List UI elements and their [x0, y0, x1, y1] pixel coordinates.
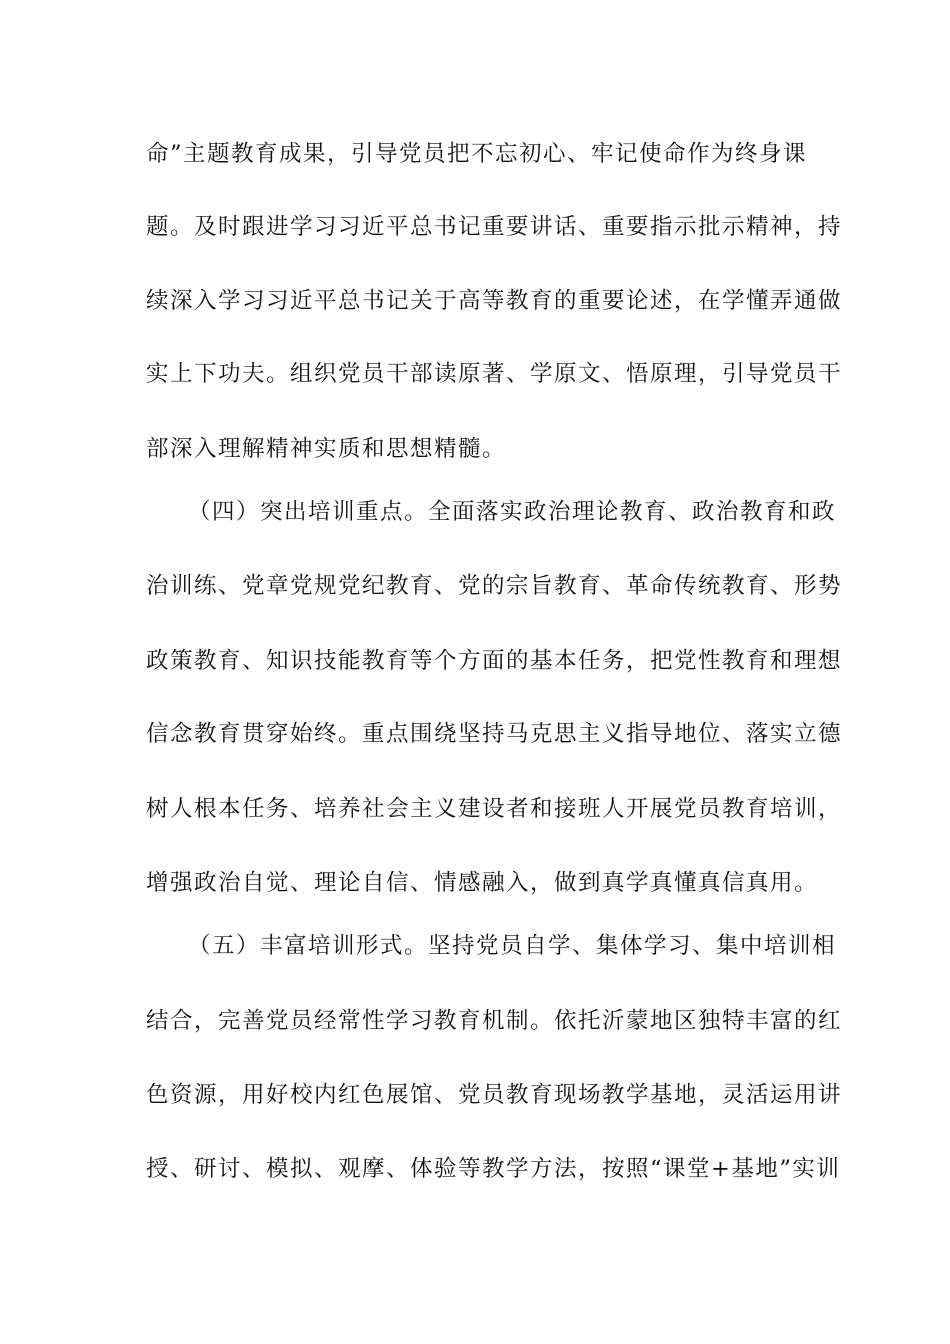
paragraph-line: 树人根本任务、培养社会主义建设者和接班人开展党员教育培训， — [146, 796, 843, 822]
section-heading-line: （四）突出培训重点。全面落实政治理论教育、政治教育和政 — [188, 499, 837, 525]
section-heading-line: （五）丰富培训形式。坚持党员自学、集体学习、集中培训相 — [188, 933, 837, 959]
paragraph-line: 部深入理解精神实质和思想精髓。 — [146, 436, 507, 462]
paragraph-line: 命”主题教育成果，引导党员把不忘初心、牢记使命作为终身课 — [146, 141, 808, 167]
paragraph-line: 授、研讨、模拟、观摩、体验等教学方法，按照“课堂+基地”实训 — [146, 1156, 841, 1182]
paragraph-line: 治训练、党章党规党纪教育、党的宗旨教育、革命传统教育、形势 — [146, 573, 843, 599]
paragraph-line: 信念教育贯穿始终。重点围绕坚持马克思主义指导地位、落实立德 — [146, 721, 843, 747]
paragraph-line: 续深入学习习近平总书记关于高等教育的重要论述，在学懂弄通做 — [146, 288, 843, 314]
paragraph-line: 题。及时跟进学习习近平总书记重要讲话、重要指示批示精神，持 — [146, 214, 843, 240]
paragraph-line: 政策教育、知识技能教育等个方面的基本任务，把党性教育和理想 — [146, 648, 843, 674]
paragraph-line: 色资源，用好校内红色展馆、党员教育现场教学基地，灵活运用讲 — [146, 1082, 843, 1108]
paragraph-line: 结合，完善党员经常性学习教育机制。依托沂蒙地区独特丰富的红 — [146, 1008, 843, 1034]
paragraph-line: 增强政治自觉、理论自信、情感融入，做到真学真懂真信真用。 — [146, 870, 819, 896]
paragraph-line: 实上下功夫。组织党员干部读原著、学原文、悟原理，引导党员干 — [146, 361, 843, 387]
